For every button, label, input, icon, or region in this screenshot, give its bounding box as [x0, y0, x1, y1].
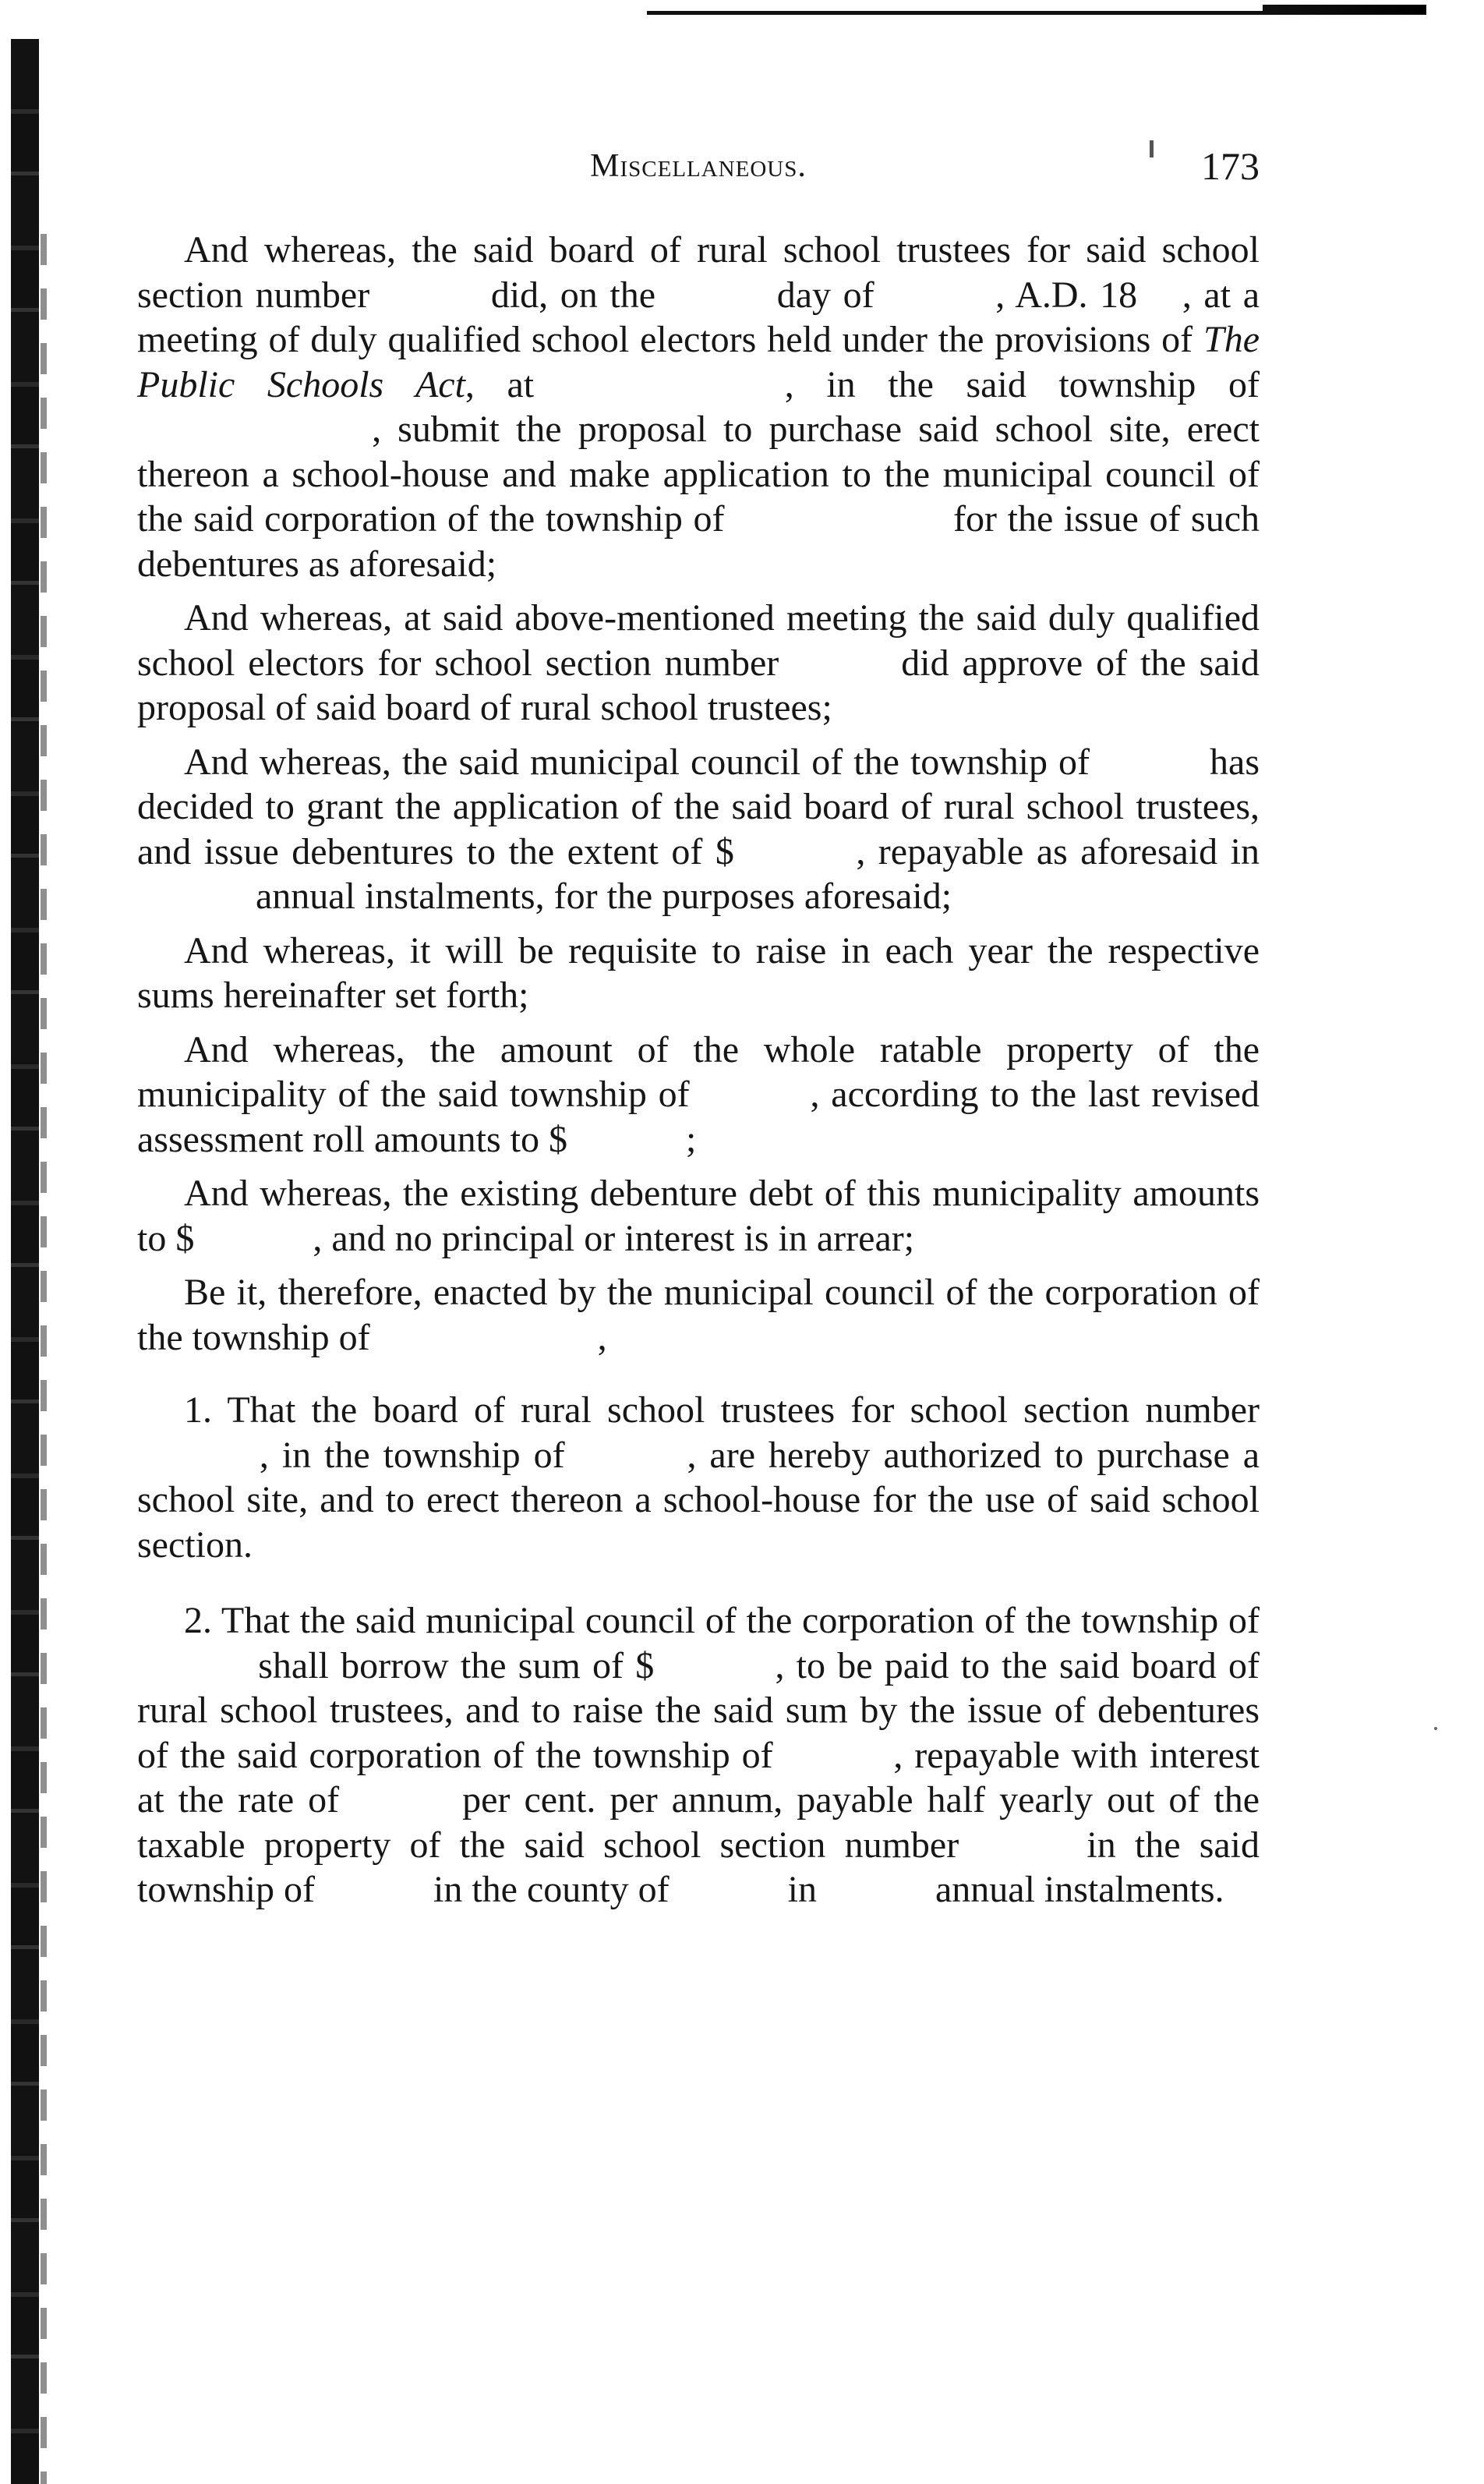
body-text [137, 228, 1260, 1922]
paragraph-whereas-council-decision: And whereas, the said municipal council of the township of has decided to grant the application of the said board of rural school trustees, and issue debentures to the extent of $ , repayable as aforesaid in annual instalments, for the purposes aforesaid; [137, 741, 1260, 917]
running-title: Miscellaneous. [590, 148, 807, 184]
paragraph-whereas-meeting: And whereas, the said board of rural school trustees for said school section number did, on the day of , A.D. 18 , at a meeting of duly qualified school electors held under the provisions of The Public Schools Act, at , in the said township of , submit the proposal to purchase said school site, erect thereon a school-house and make application to the municipal council of the said corporation of the township of for the issue of such debentures as aforesaid; [137, 229, 1260, 585]
paragraph-whereas-approval: And whereas, at said above-mentioned meeting the said duly qualified school electors for school section number did approve of the said proposal of said board of rural school trustees; [137, 597, 1260, 728]
scan-binding-shadow [41, 234, 47, 2484]
paragraph-whereas-debenture-debt: And whereas, the existing debenture debt of this municipality amounts to $ , and no principal or interest is in arrear; [137, 1173, 1260, 1259]
paragraph-enacting-clause: Be it, therefore, enacted by the municipal council of the corporation of the township of , [137, 1272, 1260, 1358]
scan-top-rule-end [1263, 5, 1426, 14]
clause-1: 1. That the board of rural school trustees for school section number , in the township of , are hereby authorized to purchase a school site, and to erect thereon a school-house for the use of said school section. [137, 1389, 1260, 1566]
page-number: 173 [1201, 144, 1260, 188]
clause-2: 2. That the said municipal council of the corporation of the township of shall borrow the sum of $ , to be paid to the said board of rural school trustees, and to raise the said sum by the issue of debentures of the said corporation of the township of , repayable with interest at the rate of per cent. per annum, payable half yearly out of the taxable property of the said school section number in the said township of in the county of in annual instalments. [137, 1600, 1260, 1910]
scan-speck [1434, 1727, 1437, 1730]
running-head [137, 139, 1260, 193]
scan-binding-edge [11, 39, 39, 2484]
paragraph-whereas-ratable-property: And whereas, the amount of the whole ratable property of the municipality of the said township of , according to the last revised assessment roll amounts to $ ; [137, 1028, 1260, 1160]
paragraph-whereas-requisite: And whereas, it will be requisite to raise in each year the respective sums hereinafter set forth; [137, 929, 1260, 1016]
